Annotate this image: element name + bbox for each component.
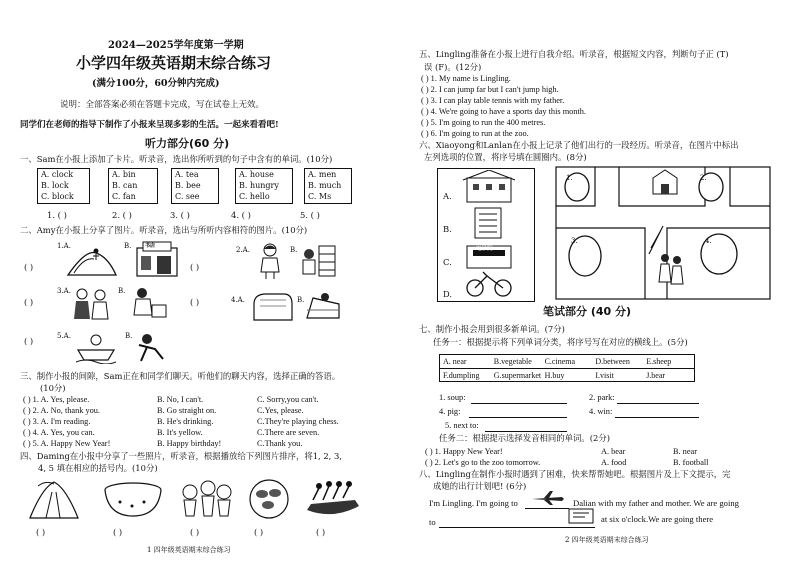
q3-row-4-c[interactable]: C.There are seven. — [257, 428, 320, 437]
cake-picture — [305, 288, 343, 324]
q6-option-b: B. — [443, 224, 452, 234]
bowl-picture — [102, 480, 164, 520]
listening-heading: 听力部分(60 分) — [145, 137, 230, 150]
subtitle: (满分100分，60分钟内完成) — [92, 78, 220, 89]
airplane-picture — [530, 490, 566, 506]
bicycle-icon — [467, 272, 511, 296]
dragon-boat-picture — [305, 476, 361, 522]
q5-title-1: 五、Lingling准备在小报上进行自我介绍。听录音，根据短文内容，判断句子正 (T) — [419, 49, 729, 59]
word-cell: D.between — [595, 357, 630, 366]
girl-picture — [255, 242, 285, 280]
writing-heading: 笔试部分 (40 分) — [543, 305, 632, 318]
option: C. fan — [112, 192, 136, 201]
q3-row-1-b[interactable]: B. No, I can't. — [157, 395, 204, 404]
playing-picture — [128, 285, 168, 321]
q6-circle-4[interactable]: 4. — [705, 237, 712, 245]
road-picture — [28, 478, 80, 522]
q7-task1: 任务一：根据提示将下列单词分类，将序号写在对应的横线上。(5分) — [433, 337, 688, 347]
q7-line-pig[interactable] — [469, 417, 567, 418]
q8-line1-a: I'm Lingling. I'm going to — [429, 498, 518, 508]
q2-bracket-2[interactable]: ( ) — [190, 262, 200, 272]
bookshop-sign: 书店 — [145, 243, 156, 249]
q1-answer-5[interactable]: 5. ( ) — [300, 210, 320, 220]
q3-row-2-c[interactable]: C.Yes, please. — [257, 406, 304, 415]
q3-row-5-c[interactable]: C.Thank you. — [257, 439, 303, 448]
q3-row-5-b[interactable]: B. Happy birthday! — [157, 439, 222, 448]
q1-answer-1[interactable]: 1. ( ) — [47, 210, 67, 220]
q2-1b-label: B. — [124, 242, 132, 250]
q6-circle-3[interactable]: 3. — [571, 237, 578, 245]
q3-row-4-b[interactable]: B. It's yellow. — [157, 428, 203, 437]
q2-4b-label: B. — [297, 296, 305, 304]
footer-left: 1 四年级英语期末综合练习 — [147, 546, 231, 554]
bread-picture — [250, 290, 294, 324]
q7-cat-pig: 4. pig: — [439, 407, 461, 416]
q3-row-4[interactable]: ( ) 4. A. Yes, you can. — [23, 428, 95, 437]
page-title: 小学四年级英语期末综合练习 — [76, 54, 272, 72]
q5-row-3[interactable]: ( ) 3. I can play table tennis with my father. — [421, 96, 565, 105]
q7-cat-nextto: 5. next to: — [445, 421, 479, 430]
q8-line2-a: to — [429, 517, 436, 527]
q1-group-2 — [108, 168, 158, 204]
q8-title-2: 成她的出行计划吧! (6分) — [433, 481, 527, 491]
q2-bracket-5[interactable]: ( ) — [24, 336, 34, 346]
q7-sound-1-b[interactable]: B. near — [673, 447, 697, 456]
q1-group-1 — [37, 168, 90, 204]
q3-points: (10分) — [40, 383, 66, 393]
word-cell: E.sheep — [646, 357, 672, 366]
tickets-picture — [567, 505, 597, 527]
q1-answer-4[interactable]: 4. ( ) — [231, 210, 251, 220]
q1-answer-3[interactable]: 3. ( ) — [170, 210, 190, 220]
building-icon — [475, 208, 501, 238]
q2-3a-label: 3.A. — [57, 287, 71, 295]
swimmer-picture — [133, 331, 169, 365]
option: A. men — [308, 170, 337, 179]
q7-sound-2-b[interactable]: B. football — [673, 458, 709, 467]
children-picture — [70, 285, 112, 321]
school-icon — [463, 170, 515, 202]
option: A. bin — [112, 170, 136, 179]
q5-row-1[interactable]: ( ) 1. My name is Lingling. — [421, 74, 511, 83]
dumplings-picture — [244, 478, 294, 520]
q4-title-2: 4, 5 填在相应的括号内。(10分) — [38, 463, 158, 473]
q6-option-d: D. — [443, 289, 453, 299]
word-cell: J.bear — [646, 371, 666, 380]
q6-title-2: 左列选项的位置，将序号填在圆圈内。(8分) — [424, 152, 587, 162]
q7-cat-win: 4. win: — [589, 407, 613, 416]
q2-bracket-1[interactable]: ( ) — [24, 262, 34, 272]
q7-sound-1-a[interactable]: A. bear — [601, 447, 626, 456]
q6-option-a: A. — [443, 191, 452, 201]
q3-title: 三、制作小报的间隙，Sam正在和同学们聊天。听他们的聊天内容，选择正确的答语。 — [20, 371, 341, 381]
q6-option-pictures — [457, 170, 527, 300]
option: B. can — [112, 181, 138, 190]
word-cell: C.cinema — [544, 357, 576, 366]
school-year: 2024—2025学年度第一学期 — [108, 40, 244, 51]
q6-title-1: 六、Xiaoyong和Lanlan在小报上记录了他们出行的一段经历。听录音，在图片中标出 — [419, 140, 739, 150]
q3-row-3-b[interactable]: B. He's drinking. — [157, 417, 214, 426]
q3-row-2-b[interactable]: B. Go straight on. — [157, 406, 217, 415]
word-cell: B.vegetable — [493, 357, 532, 366]
q3-row-3-c[interactable]: C.They're playing chess. — [257, 417, 339, 426]
q7-line-win[interactable] — [615, 417, 699, 418]
q1-group-5 — [304, 168, 352, 204]
bookshop-picture — [135, 240, 179, 278]
option: C. block — [41, 192, 74, 201]
q7-sound-row-2[interactable]: ( ) 2. Let's go to the zoo tomorrow. — [425, 458, 541, 467]
boat-picture — [76, 330, 116, 364]
option: A. house — [239, 170, 274, 179]
q8-title-1: 八、Lingling在制作小报时遇到了困难，快来帮帮她吧。根据图片及上下文提示，完 — [419, 469, 731, 479]
q7-sound-2-a[interactable]: A. food — [601, 458, 627, 467]
option: C. see — [175, 192, 200, 201]
q7-line-nextto[interactable] — [485, 431, 567, 432]
q8-blank-1[interactable] — [525, 508, 569, 509]
q7-task2: 任务二：根据提示选择发音相同的单词。(2分) — [439, 433, 610, 443]
q7-line-soup[interactable] — [471, 403, 567, 404]
q3-row-1[interactable]: ( ) 1. A. Yes, please. — [23, 395, 90, 404]
q5-row-4[interactable]: ( ) 4. We're going to have a sports day this month. — [421, 107, 586, 116]
q6-circle-2[interactable]: 2. — [700, 174, 707, 182]
option: A. tea — [175, 170, 199, 179]
q1-answer-2[interactable]: 2. ( ) — [112, 210, 132, 220]
option: C. hello — [239, 192, 270, 201]
q2-5a-label: 5.A. — [57, 332, 71, 340]
q4-bracket-5[interactable]: ( ) — [316, 527, 326, 537]
q1-group-3 — [171, 168, 219, 204]
q2-title: 二、Amy在小报上分享了图片。听录音，选出与所听内容相符的图片。(10分) — [20, 225, 308, 235]
q4-bracket-2[interactable]: ( ) — [113, 527, 123, 537]
q7-cat-soup: 1. soup: — [439, 393, 466, 402]
cinema-sign: 电影院 — [476, 246, 493, 252]
q7-sound-row-1[interactable]: ( ) 1. Happy New Year! — [425, 447, 503, 456]
q5-row-2[interactable]: ( ) 2. I can jump far but I can't jump high. — [421, 85, 559, 94]
word-cell: I.visit — [595, 371, 614, 380]
q2-1a-label: 1.A. — [57, 242, 71, 250]
chicks-picture — [178, 478, 236, 520]
q5-title-2: 误 (F)。(12分) — [424, 62, 482, 72]
q8-line1-b: Dalian with my father and mother. We are going — [573, 498, 739, 508]
q7-line-park[interactable] — [617, 403, 699, 404]
option: A. clock — [41, 170, 74, 179]
q2-3b-label: B. — [118, 287, 126, 295]
q6-answer-circles — [561, 168, 771, 300]
word-cell: F.dumpling — [443, 371, 480, 380]
q7-cat-park: 2. park: — [589, 393, 615, 402]
q4-title-1: 四、Daming在小报中分享了一些照片，听录音，根据播放给下列图片排序，将1, 2, 3, — [20, 451, 343, 461]
q6-circle-1[interactable]: 1. — [566, 174, 573, 182]
q1-group-4 — [235, 168, 293, 204]
q5-row-5[interactable]: ( ) 5. I'm going to run the 400 metres. — [421, 118, 546, 127]
exam-note: 说明：全部答案必须在答题卡完成，写在试卷上无效。 — [60, 100, 265, 110]
option: B. much — [308, 181, 342, 190]
option: B. hungry — [239, 181, 279, 190]
option: B. bee — [175, 181, 201, 190]
q4-bracket-1[interactable]: ( ) — [36, 527, 46, 537]
q3-row-5[interactable]: ( ) 5. A. Happy New Year! — [23, 439, 111, 448]
q2-bracket-3[interactable]: ( ) — [24, 297, 34, 307]
word-cell: A. near — [443, 357, 467, 366]
q7-title: 七、制作小报会用到很多新单词。(7分) — [419, 324, 565, 334]
q3-row-3[interactable]: ( ) 3. A. I'm reading. — [23, 417, 91, 426]
q8-blank-2[interactable] — [439, 527, 595, 528]
q2-5b-label: B. — [125, 332, 133, 340]
q4-bracket-4[interactable]: ( ) — [254, 527, 264, 537]
word-cell: H.buy — [544, 371, 565, 380]
q1-title: 一、Sam在小报上添加了卡片。听录音，选出你所听到的句子中含有的单词。(10分) — [20, 154, 333, 164]
q7-word-table — [439, 354, 695, 382]
word-cell: G.supermarket — [493, 371, 542, 380]
q5-row-6[interactable]: ( ) 6. I'm going to run at the zoo. — [421, 129, 529, 138]
footer-right: 2 四年级英语期末综合练习 — [565, 536, 649, 544]
q6-option-c: C. — [443, 257, 452, 267]
option: C. Ms — [308, 192, 332, 201]
q3-row-2[interactable]: ( ) 2. A. No, thank you. — [23, 406, 100, 415]
q2-2b-label: B. — [290, 246, 298, 254]
q2-2a-label: 2.A. — [236, 246, 250, 254]
mountain-picture — [66, 245, 118, 277]
q2-bracket-4[interactable]: ( ) — [190, 297, 200, 307]
q8-line2-b: at six o'clock.We are going there — [601, 514, 714, 524]
q3-row-1-c[interactable]: C. Sorry,you can't. — [257, 395, 319, 404]
right-page — [397, 0, 794, 561]
reading-boy-picture — [297, 242, 337, 280]
q2-4a-label: 4.A. — [231, 296, 245, 304]
q4-bracket-3[interactable]: ( ) — [190, 527, 200, 537]
intro-text: 同学们在老师的指导下制作了小报来呈现多彩的生活。一起来看看吧! — [20, 120, 279, 130]
option: B. lock — [41, 181, 69, 190]
